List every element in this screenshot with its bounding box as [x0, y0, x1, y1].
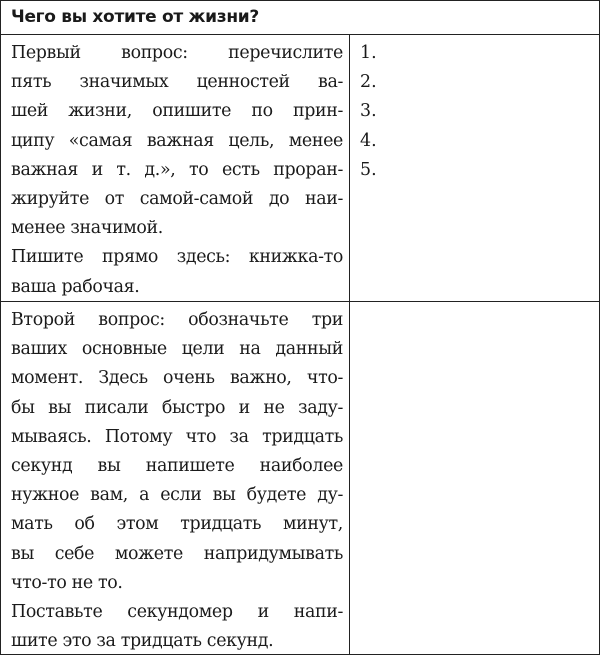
answer-list	[360, 39, 377, 185]
text-line: жируйте от самой-самой до наи-	[11, 189, 343, 210]
question-cell	[1, 302, 350, 654]
text-line: Поставьте секундомер и напи-	[11, 602, 343, 623]
text-line: ваша рабочая.	[11, 276, 140, 297]
text-line: Пишите прямо здесь: книжка-то	[11, 247, 343, 268]
text-line: мать об этом тридцать минут,	[11, 514, 343, 535]
text-line: момент. Здесь очень важно, что-	[11, 368, 343, 389]
table-row-first-question	[1, 35, 599, 302]
text-line: ципу «самая важная цель, менее	[11, 130, 343, 151]
text-line: бы вы писали быстро и не заду-	[11, 397, 343, 418]
text-line: шей жизни, опишите по прин-	[11, 101, 343, 122]
answer-cell[interactable]	[350, 35, 599, 301]
answer-item-5: 5.	[360, 159, 377, 180]
text-line: мываясь. Потому что за тридцать	[11, 426, 343, 447]
text-line: ваших основные цели на данный	[11, 339, 343, 360]
answer-item-4: 4.	[360, 130, 377, 151]
question-text	[11, 39, 343, 302]
answer-item-2: 2.	[360, 72, 377, 93]
table-row-second-question	[1, 302, 599, 654]
question-text	[11, 306, 343, 656]
text-line: нужное вам, а если вы будете ду-	[11, 485, 343, 506]
answer-cell[interactable]	[350, 302, 599, 654]
table-header	[1, 1, 599, 35]
answer-item-3: 3.	[360, 101, 377, 122]
text-line: пять значимых ценностей ва-	[11, 72, 343, 93]
text-line: важная и т. д.», то есть проран-	[11, 159, 343, 180]
text-line: менее значимой.	[11, 218, 163, 239]
text-line: вы себе можете напридумывать	[11, 543, 343, 564]
text-line: шите это за тридцать секунд.	[11, 631, 274, 652]
table-title: Чего вы хотите от жизни?	[11, 7, 259, 27]
text-line: Второй вопрос: обозначьте три	[11, 310, 343, 330]
answer-item-1: 1.	[360, 43, 377, 63]
question-cell	[1, 35, 350, 301]
text-line: секунд вы напишете наиболее	[11, 456, 343, 477]
text-line: что-то не то.	[11, 572, 123, 593]
text-line: Первый вопрос: перечислите	[11, 43, 343, 63]
